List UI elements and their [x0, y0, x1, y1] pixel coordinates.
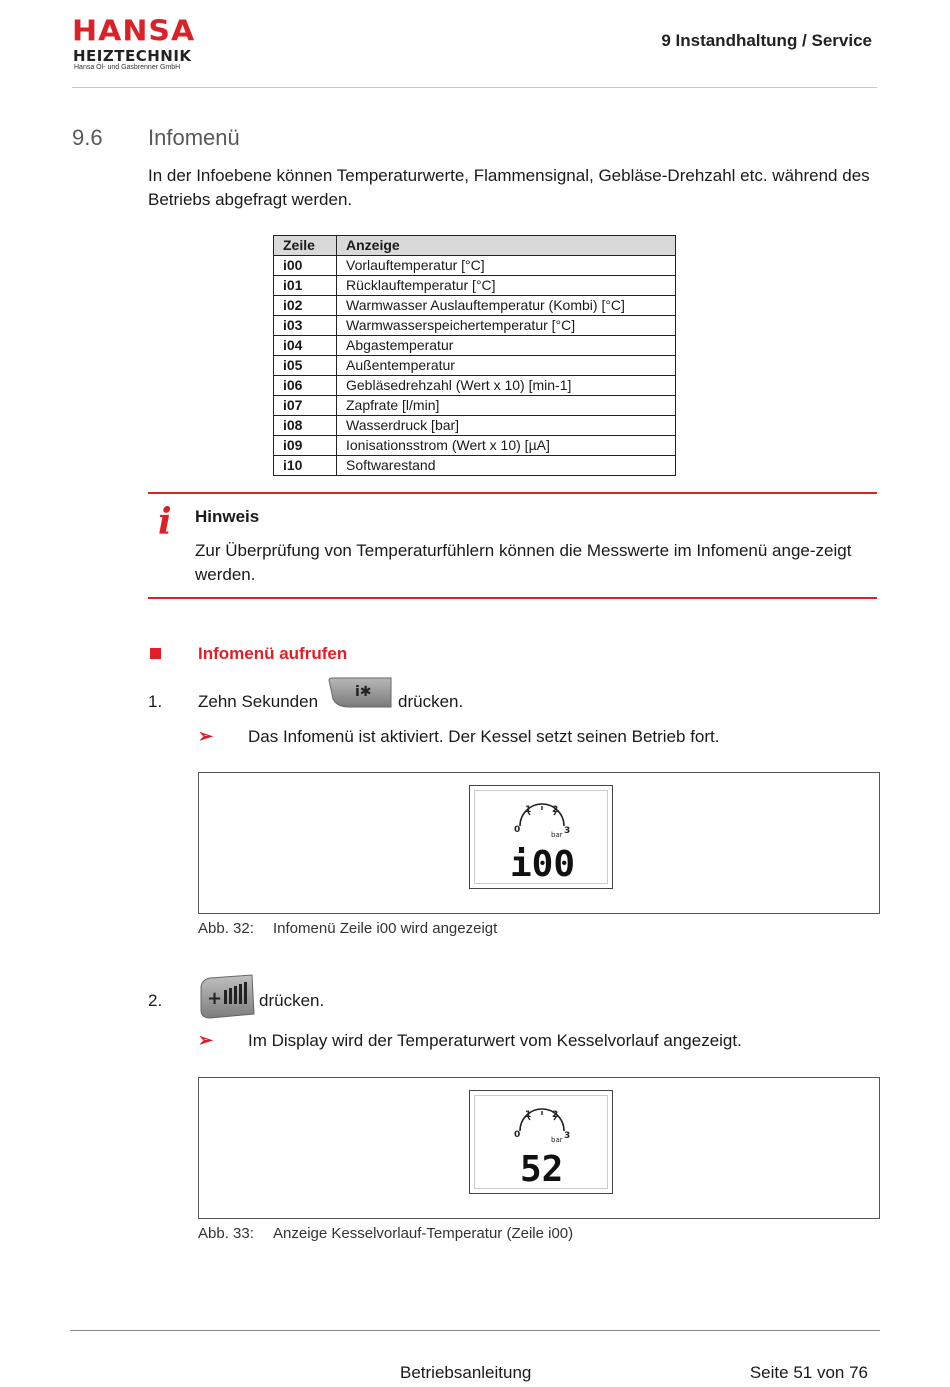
table-cell-desc: Vorlauftemperatur [°C]	[337, 256, 676, 276]
svg-text:bar: bar	[551, 831, 563, 839]
step-1-text-before: Zehn Sekunden	[198, 692, 319, 711]
table-cell-code: i00	[274, 256, 337, 276]
table-header-row	[274, 236, 676, 256]
table-cell-code: i06	[274, 376, 337, 396]
table-cell-code: i08	[274, 416, 337, 436]
table-cell-code: i02	[274, 296, 337, 316]
table-cell-desc: Softwarestand	[337, 456, 676, 476]
lcd-value: 52	[520, 1149, 564, 1190]
step-2-number: 2.	[148, 991, 163, 1010]
figure-32-caption	[198, 920, 497, 937]
pressure-gauge-icon	[470, 1091, 612, 1193]
table-cell-desc: Ionisationsstrom (Wert x 10) [µA]	[337, 436, 676, 456]
table-row	[274, 396, 676, 416]
info-button-label: i✱	[355, 684, 372, 700]
lcd-display	[469, 785, 613, 889]
chapter-title: 9 Instandhaltung / Service	[661, 31, 872, 50]
figure-caption-text: Anzeige Kesselvorlauf-Temperatur (Zeile i00)	[273, 1225, 574, 1242]
table-row	[274, 336, 676, 356]
step-2-text-after: drücken.	[259, 991, 325, 1010]
table-cell-code: i07	[274, 396, 337, 416]
section-number: 9.6	[72, 125, 103, 150]
svg-text:3: 3	[564, 826, 571, 836]
svg-text:3: 3	[564, 1131, 571, 1141]
table-cell-desc: Abgastemperatur	[337, 336, 676, 356]
figure-caption-text: Infomenü Zeile i00 wird angezeigt	[273, 920, 498, 937]
svg-text:1: 1	[525, 1110, 532, 1120]
info-button-icon	[327, 677, 393, 708]
table-row	[274, 356, 676, 376]
table-row	[274, 276, 676, 296]
figure-32-frame	[198, 772, 880, 914]
table-cell-code: i01	[274, 276, 337, 296]
logo-company-name: Hansa Öl- und Gasbrenner GmbH	[74, 64, 181, 71]
table-row	[274, 316, 676, 336]
lcd-display	[469, 1090, 613, 1194]
table-cell-desc: Wasserdruck [bar]	[337, 416, 676, 436]
hint-top-rule	[148, 492, 877, 494]
pressure-gauge-icon	[470, 786, 612, 888]
hint-bottom-rule	[148, 597, 877, 599]
info-i-icon: i	[158, 501, 172, 543]
svg-text:0: 0	[514, 825, 521, 835]
hint-text: Zur Überprüfung von Temperaturfühlern können die Messwerte im Infomenü ange-zeigt werden.	[195, 541, 852, 584]
logo-heiztechnik: HEIZTECHNIK	[73, 47, 192, 65]
info-table	[273, 235, 676, 476]
footer-page-number: Seite 51 von 76	[749, 1363, 868, 1382]
table-cell-desc: Warmwasser Auslauftemperatur (Kombi) [°C]	[337, 296, 676, 316]
section-title: Infomenü	[148, 125, 240, 150]
hint-title: Hinweis	[195, 507, 260, 526]
header-divider	[72, 87, 877, 88]
svg-text:2: 2	[552, 805, 559, 815]
steps-heading: Infomenü aufrufen	[198, 644, 348, 663]
svg-text:bar: bar	[551, 1136, 563, 1144]
table-cell-desc: Gebläsedrehzahl (Wert x 10) [min-1]	[337, 376, 676, 396]
svg-text:1: 1	[525, 805, 532, 815]
plus-radiator-button-icon	[200, 974, 255, 1019]
step-1-number: 1.	[148, 692, 163, 711]
lcd-value: i00	[510, 844, 576, 885]
arrow-bullet-icon: ➢	[198, 726, 214, 746]
table-cell-code: i09	[274, 436, 337, 456]
footer-divider	[70, 1330, 880, 1331]
footer-document-title: Betriebsanleitung	[400, 1363, 532, 1382]
figure-33-caption	[198, 1225, 573, 1242]
svg-text:0: 0	[514, 1130, 521, 1140]
plus-button-label: +	[207, 988, 223, 1009]
table-cell-code: i04	[274, 336, 337, 356]
table-cell-desc: Warmwasserspeichertemperatur [°C]	[337, 316, 676, 336]
table-header-cell: Anzeige	[337, 236, 676, 256]
table-row	[274, 296, 676, 316]
step-1-result: Das Infomenü ist aktiviert. Der Kessel setzt seinen Betrieb fort.	[248, 727, 720, 746]
svg-text:2: 2	[552, 1110, 559, 1120]
table-cell-desc: Außentemperatur	[337, 356, 676, 376]
arrow-bullet-icon: ➢	[198, 1030, 214, 1050]
figure-33-frame	[198, 1077, 880, 1219]
table-header-cell: Zeile	[274, 236, 337, 256]
table-cell-code: i03	[274, 316, 337, 336]
step-2-result: Im Display wird der Temperaturwert vom Kesselvorlauf angezeigt.	[248, 1031, 742, 1050]
table-row	[274, 256, 676, 276]
figure-label: Abb. 33:	[198, 1225, 254, 1242]
logo-hansa: HANSA	[72, 14, 196, 49]
table-cell-code: i05	[274, 356, 337, 376]
table-row	[274, 416, 676, 436]
table-cell-code: i10	[274, 456, 337, 476]
square-bullet-icon	[150, 648, 161, 659]
step-1-text-after: drücken.	[398, 692, 464, 711]
figure-label: Abb. 32:	[198, 920, 254, 937]
section-intro: In der Infoebene können Temperaturwerte, Flammensignal, Gebläse-Drehzahl etc. während des Betriebs abgefragt werden.	[148, 166, 870, 209]
table-row	[274, 376, 676, 396]
table-row	[274, 456, 676, 476]
table-cell-desc: Rücklauftemperatur [°C]	[337, 276, 676, 296]
table-row	[274, 436, 676, 456]
table-cell-desc: Zapfrate [l/min]	[337, 396, 676, 416]
